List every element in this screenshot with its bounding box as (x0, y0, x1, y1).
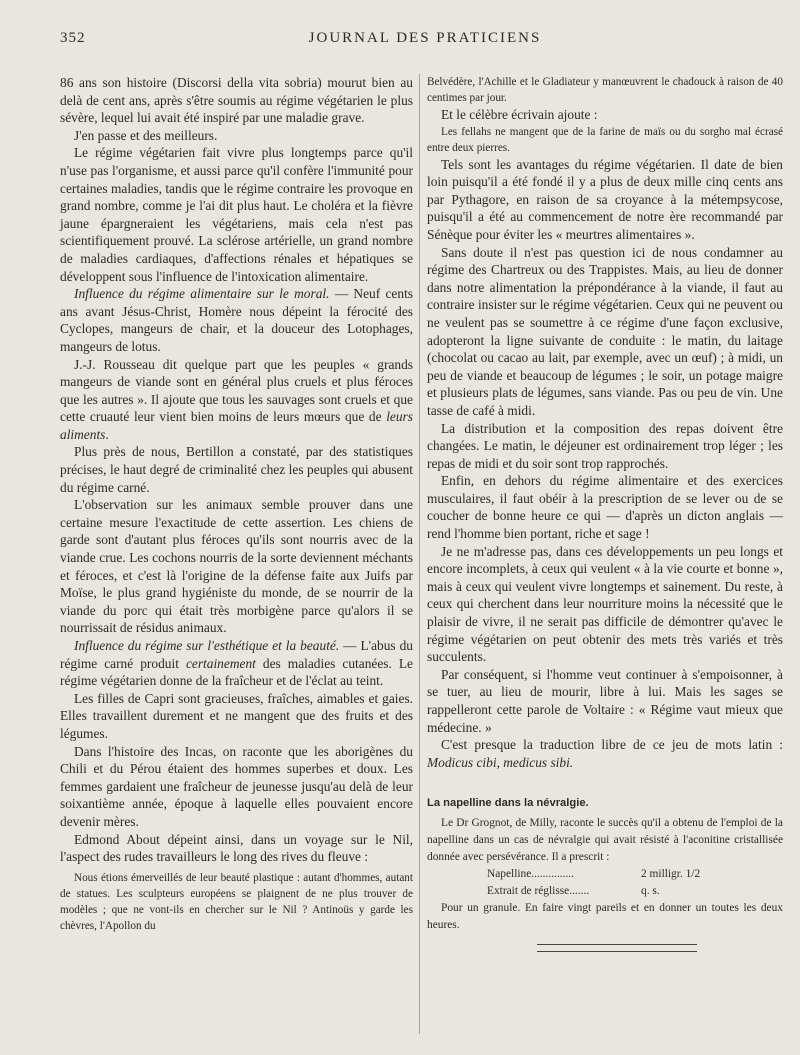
paragraph: Les filles de Capri sont gracieuses, fraîches, aimables et gaies. Elles travaillent durement et ne mangent que des fruits et des légumes. (60, 690, 413, 741)
paragraph-text: J.-J. Rousseau dit quelque part que les peuples « grands mangeurs de viande sont en général plus cruels et plus féroces que les autres ». Il ajoute que tous les sauvages sont cruels et que cette cruauté leur vient bien moins de leurs mœurs que de (60, 356, 413, 425)
note-title: La napelline dans la névralgie. (427, 797, 589, 810)
paragraph-text: des maladies cutanées. Le régime végétarien donne de la fraîcheur et de l'éclat au teint. (60, 655, 414, 689)
paragraph (427, 736, 783, 771)
paragraph-text: — L'abus du régime carné produit (60, 638, 413, 671)
section-title: Influence du régime sur l'esthétique et la beauté. (74, 638, 340, 653)
dose: 2 milligr. 1/2 (641, 868, 701, 881)
paragraph: Sans doute il n'est pas question ici de nous condamner au régime des Chartreux ou des Trappistes. Mais, au lieu de donner dans notre alimentation la prépondérance à la viande, il faut au contraire insister sur le régime végétarien. Ceux qui ne peuvent ou ne veulent pas se soumettre à ce régime d'une façon exclusive, adopteront la ligne suivante de conduite : le matin, du laitage (chocolat ou cacao au lait, par exemple, avec un œuf) ; à midi, un peu de viande et beaucoup de légumes ; le soir, un potage maigre et plusieurs plats de légumes, sans viande. Pas ou peu de vin. Une tasse de café à midi. (427, 244, 783, 418)
paragraph: 86 ans son histoire (Discorsi della vita sobria) mourut bien au delà de cent ans, après s'être soumis au régime végétarien le plus sévère, lequel lui avait été inspiré par une maladie grave. (60, 75, 413, 126)
paragraph: J'en passe et des meilleurs. (74, 127, 218, 143)
paragraph-text: C'est presque la traduction libre de ce jeu de mots latin : (441, 737, 783, 753)
double-rule (537, 944, 697, 952)
paragraph: Tels sont les avantages du régime végétarien. Il date de bien loin puisqu'il a été fondé il y a plus de deux mille cinq cents ans par Pythagore, en raison de sa croyance à la métempsycose, puisqu'il a été au commencement de notre ère recommandé par Sénèque pour éviter les « meurtres alimentaires ». (427, 156, 783, 242)
ingredient: Napelline............... (487, 868, 574, 881)
paragraph (60, 637, 413, 690)
paragraph-text: — Neuf cents ans avant Jésus-Christ, Homère nous dépeint la férocité des Cyclopes, mangeurs de chair, et la douceur des Lotophages, mangeurs de lotus. (60, 286, 413, 354)
paragraph: Je ne m'adresse pas, dans ces développements un peu longs et encore incomplets, à ceux qui veulent « à la vie courte et bonne », mais à ceux qui veulent vivre longtemps et sainement. Du reste, à ceux qui cherchent dans leur nourriture moins la nécessité que le plaisir de vivre, il ne serait pas difficile de démontrer qu'avec le régime végétarien on peut obtenir des mets très variés et très succulents. (427, 543, 783, 665)
paragraph: Par conséquent, si l'homme veut continuer à s'empoisonner, à se tuer, au lieu de mourir, libre à lui. Mais les sages se rappelleront cette parole de Voltaire : « Régime vaut mieux que médecine. » (427, 666, 783, 735)
paragraph: Le régime végétarien fait vivre plus longtemps parce qu'il n'use pas l'organisme, et aussi parce qu'il confère l'immunité pour certaines maladies, tandis que le régime contraire les provoque en grand nombre, comme je l'ai dit plus haut. Le choléra et la fièvre jaune épargneraient les végétariens, mais cela n'est pas scientifiquement prouvé. La sclérose artérielle, un grand nombre de maladies cardiaques, d'affections rénales et hépatiques se développent sous l'influence de l'intoxication alimentaire. (60, 145, 413, 284)
ingredient: Extrait de réglisse....... (487, 885, 590, 898)
emphasis: certainement (185, 655, 256, 671)
note-paragraph: Le Dr Grognot, de Milly, raconte le succès qu'il a obtenu de l'emploi de la napelline dans un cas de névralgie qui avait résisté à l'aconitine cristallisée donnée avec persévérance. Il a prescrit : (427, 817, 783, 864)
page-header (60, 30, 790, 52)
left-column (60, 74, 413, 934)
paragraph: La distribution et la composition des repas doivent être changées. Le matin, le déjeuner est ordinairement trop léger ; les repas de midi et du soir sont trop rapprochés. (427, 420, 783, 471)
latin-quote: Modicus cibi, medicus sibi. (427, 754, 574, 770)
dose: q. s. (641, 885, 660, 898)
emphasis: leurs aliments (60, 409, 413, 442)
paragraph: L'observation sur les animaux semble prouver dans une certaine mesure l'exactitude de cette assertion. Les chiens de garde sont d'autant plus féroces qu'ils sont nourris avec de la viande crue. Les cochons nourris de la sorte deviennent méchants et féroces, et c'est là l'origine de la défense faite aux Juifs par Moïse, le plus grand hygiéniste du monde, de se nourrir de la viande du porc qui était très morbigène parce qu'alors il se nourrissait de résidus animaux. (60, 497, 413, 636)
quotation: Nous étions émerveillés de leur beauté plastique : autant d'hommes, autant de statues. Les sculpteurs européens se plaignent de ne plus trouver de modèles ; que ne vont-ils en chercher sur le Nil ? Antinoüs y garde les chèvres, l'Apollon du (60, 871, 413, 932)
paragraph: Dans l'histoire des Incas, on raconte que les aborigènes du Chili et du Pérou étaient des hommes superbes et doux. Les femmes gardaient une fraîcheur de jeunesse jusqu'au delà de leur soixantième année, époque à laquelle elles pouvaient encore devenir mères. (60, 743, 413, 829)
paragraph: Et le célèbre écrivain ajoute : (441, 107, 598, 122)
page-number: 352 (60, 30, 86, 46)
paragraph-text: . (105, 426, 109, 442)
prescription-line (427, 866, 783, 883)
quotation: Belvédère, l'Achille et le Gladiateur y manœuvrent le chadouck à raison de 40 centimes par jour. (427, 76, 783, 104)
note-paragraph: Pour un granule. En faire vingt pareils et en donner un toutes les deux heures. (427, 902, 783, 932)
paragraph: Enfin, en dehors du régime alimentaire et des exercices musculaires, il faut obéir à la prescription de se lever ou de se coucher de bonne heure ce qui — d'après un dicton anglais — rend l'homme bien portant, riche et sage ! (427, 473, 783, 542)
paragraph: Plus près de nous, Bertillon a constaté, par des statistiques précises, le haut degré de criminalité chez les peuples qui abusent du régime carné. (60, 444, 413, 495)
paragraph: Edmond About dépeint ainsi, dans un voyage sur le Nil, l'aspect des rudes travailleurs le long des rives du fleuve : (60, 831, 413, 865)
prescription-line (427, 883, 783, 900)
paragraph (60, 356, 413, 444)
journal-title: JOURNAL DES PRATICIENS (308, 30, 542, 46)
paragraph (60, 285, 413, 355)
column-divider (419, 74, 420, 1034)
right-column (427, 74, 783, 952)
section-title: Influence du régime alimentaire sur le moral. (74, 286, 330, 302)
quotation: Les fellahs ne mangent que de la farine de maïs ou du sorgho mal écrasé entre deux pierres. (427, 125, 783, 154)
